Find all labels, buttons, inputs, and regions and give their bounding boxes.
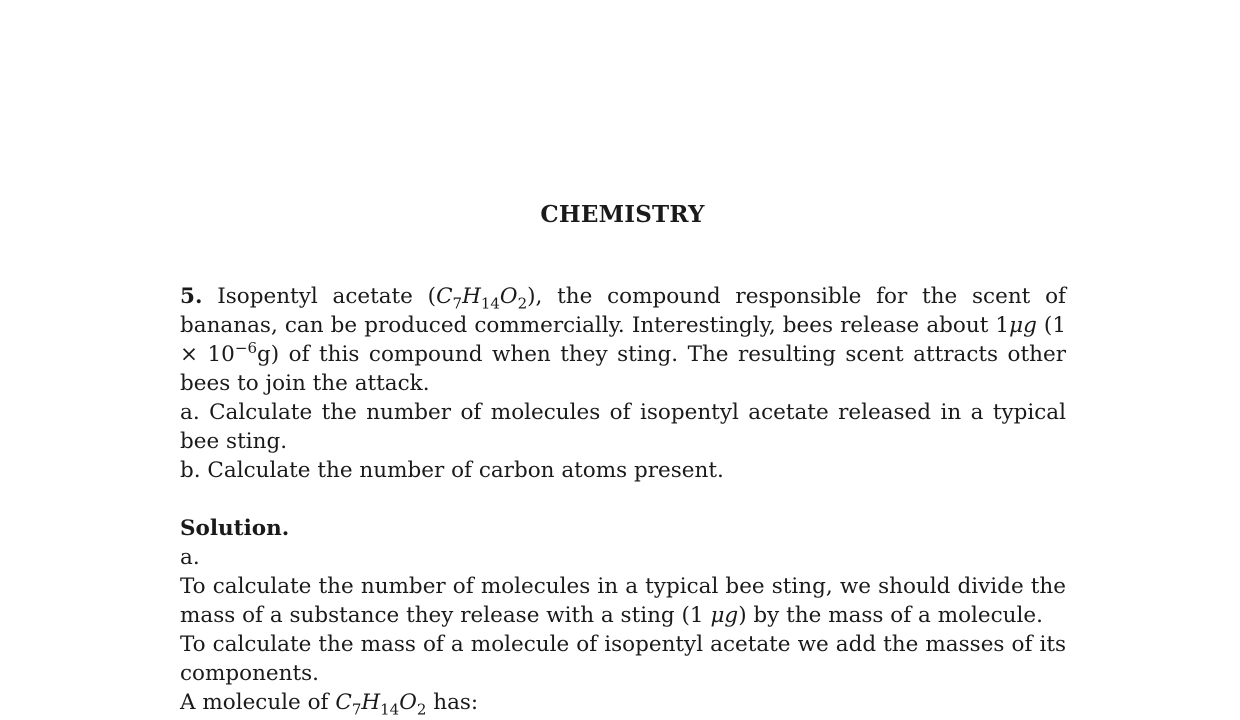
problem-part-b: b. Calculate the number of carbon atoms present. <box>180 458 724 483</box>
spacer <box>180 485 1066 514</box>
formula-c-sub: 7 <box>452 294 463 313</box>
solution-paragraph-1 <box>180 572 1066 630</box>
formula <box>436 284 528 313</box>
formula-o: O <box>499 284 518 309</box>
problem-number: 5. <box>180 284 203 309</box>
solution-paragraph-3 <box>180 688 1066 717</box>
formula-inline-c: C <box>335 690 352 715</box>
formula-inline <box>335 690 427 719</box>
document-body <box>180 282 1066 717</box>
mass-unit: μg <box>1009 313 1037 338</box>
problem-text-2: ), the compound responsible for the scent of bananas, can be produced commercially. Interestingly, bees release about 1 <box>180 284 1066 338</box>
solution-p1-post: ) by the mass of a molecule. <box>738 603 1043 628</box>
formula-inline-o: O <box>399 690 417 715</box>
solution-p3-pre: A molecule of <box>180 690 336 715</box>
solution-heading: Solution. <box>180 516 290 541</box>
formula-h-sub: 14 <box>480 294 500 313</box>
solution-part-label: a. <box>180 545 200 570</box>
problem-text-3: (1 × 10 <box>180 313 1066 367</box>
page-title: CHEMISTRY <box>540 201 705 228</box>
solution-p1-pre: To calculate the number of molecules in a typical bee sting, we should divide the mass of a substance they release with a sting (1 <box>180 574 1066 628</box>
problem-statement <box>180 282 1066 398</box>
solution-p1-unit: μg <box>710 603 739 628</box>
solution-p3-post: has: <box>426 690 479 715</box>
solution-paragraph-2: To calculate the mass of a molecule of isopentyl acetate we add the masses of its components. <box>180 632 1066 686</box>
problem-part-a: a. Calculate the number of molecules of isopentyl acetate released in a typical bee sting. <box>180 400 1066 454</box>
formula-inline-o-sub: 2 <box>416 700 427 719</box>
formula-inline-h-sub: 14 <box>380 700 400 719</box>
problem-text-4: g) of this compound when they sting. The resulting scent attracts other bees to join the attack. <box>180 342 1066 396</box>
problem-text-1: Isopentyl acetate ( <box>217 284 437 309</box>
formula-inline-c-sub: 7 <box>351 700 362 719</box>
formula-c: C <box>436 284 453 309</box>
exponent: −6 <box>234 338 257 357</box>
formula-h: H <box>462 284 481 309</box>
formula-inline-h: H <box>361 690 381 715</box>
formula-o-sub: 2 <box>517 294 528 313</box>
